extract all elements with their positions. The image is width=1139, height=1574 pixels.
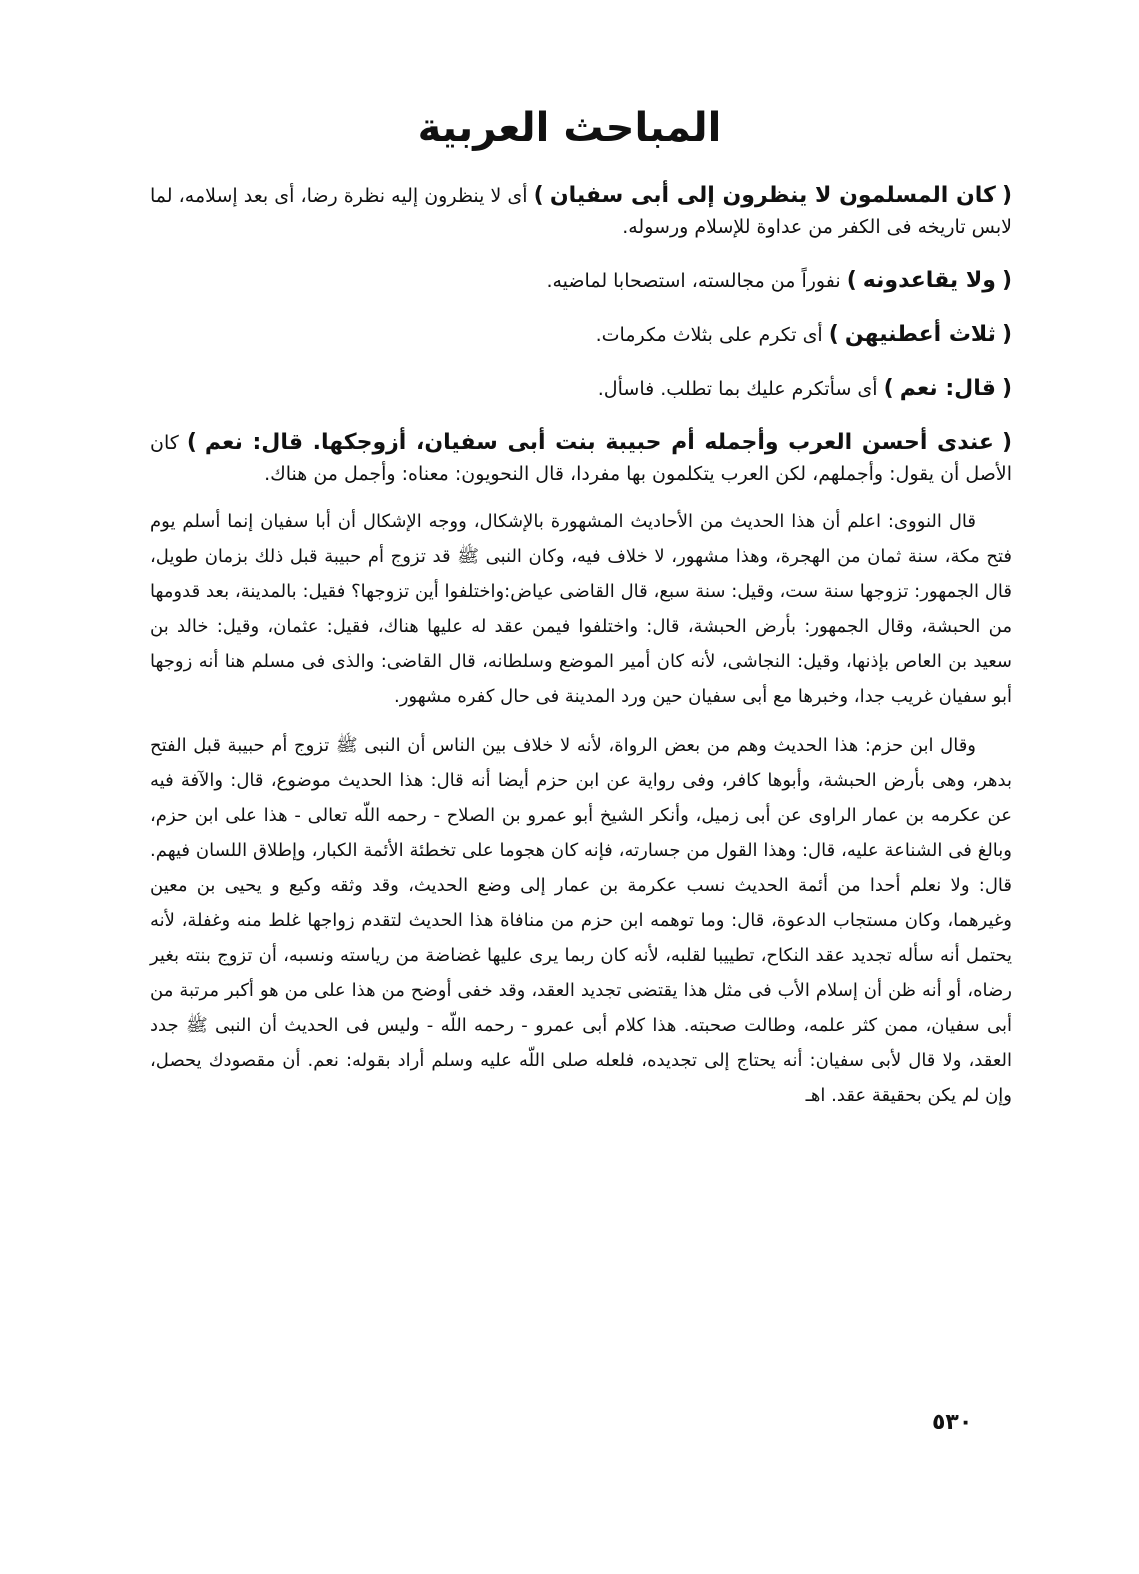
gloss-text: أى تكرم على بثلاث مكرمات. <box>595 324 829 346</box>
gloss-quote: قال: نعم <box>899 376 996 401</box>
gloss-open-paren: ( <box>1001 183 1012 208</box>
gloss-text: كان الأصل أن يقول: وأجملهم، لكن العرب يتكلمون بها مفردا، قال النحويون: معناه: وأجمل من هناك. <box>150 432 1012 485</box>
gloss-text: أى سأتكرم عليك بما تطلب. فاسأل. <box>597 378 884 400</box>
page-number: ٥٣٠ <box>932 1410 973 1435</box>
body-paragraph-nawawi: قال النووى: اعلم أن هذا الحديث من الأحاديث المشهورة بالإشكال، ووجه الإشكال أن أبا سفيان إنما أسلم يوم فتح مكة، سنة ثمان من الهجرة، وهذا مشهور، لا خلاف فيه، وكان النبى ﷺ قد تزوج أم حبيبة قبل ذلك بزمان طويل، قال الجمهور: تزوجها سنة ست، وقيل: سنة سبع، قال القاضى عياض:واختلفوا أين تزوجها؟ فقيل: بالمدينة، بعد قدومها من الحبشة، وقال الجمهور: بأرض الحبشة، قال: واختلفوا فيمن عقد له عليها هناك، فقيل: عثمان، وقيل: خالد بن سعيد بن العاص بإذنها، وقيل: النجاشى، لأنه كان أمير الموضع وسلطانه، قال القاضى: والذى فى مسلم هنا أنه زوجها أبو سفيان غريب جدا، وخبرها مع أبى سفيان حين ورد المدينة فى حال كفره مشهور. <box>150 511 1012 707</box>
gloss-text: نفوراً من مجالسته، استصحابا لماضيه. <box>546 270 847 292</box>
gloss-entry <box>150 373 1012 405</box>
page-body <box>150 180 1012 1127</box>
gloss-quote: كان المسلمون لا ينظرون إلى أبى سفيان <box>549 183 996 208</box>
gloss-quote: ثلاث أعطنيهن <box>844 322 996 347</box>
gloss-close-paren: ) <box>883 376 894 401</box>
gloss-entry <box>150 427 1012 490</box>
gloss-quote: ولا يقاعدونه <box>862 268 996 293</box>
gloss-open-paren: ( <box>1001 430 1013 455</box>
gloss-open-paren: ( <box>1001 322 1012 347</box>
gloss-open-paren: ( <box>1001 268 1012 293</box>
gloss-entry <box>150 180 1012 243</box>
page-title: المباحث العربية <box>417 105 722 151</box>
body-paragraph-ibn-hazm: وقال ابن حزم: هذا الحديث وهم من بعض الرواة، لأنه لا خلاف بين الناس أن النبى ﷺ تزوج أم حبيبة قبل الفتح بدهر، وهى بأرض الحبشة، وأبوها كافر، وفى رواية عن ابن حزم أيضا أنه قال: هذا الحديث موضوع، قال: والآفة فيه عن عكرمه بن عمار الراوى عن أبى زميل، وأنكر الشيخ أبو عمرو بن الصلاح - رحمه اللّه تعالى - هذا على ابن حزم، وبالغ فى الشناعة عليه، قال: وهذا القول من جسارته، فإنه كان هجوما على تخطئة الأئمة الكبار، وإطلاق اللسان فيهم. قال: ولا نعلم أحدا من أئمة الحديث نسب عكرمة بن عمار إلى وضع الحديث، وقد وثقه وكيع و يحيى بن معين وغيرهما، وكان مستجاب الدعوة، قال: وما توهمه ابن حزم من منافاة هذا الحديث لتقدم زواجها غلط منه وغفلة، لأنه يحتمل أنه سأله تجديد عقد النكاح، تطييبا لقلبه، لأنه كان ربما يرى عليها غضاضة من رياسته ونسبه، أن تزوج بنته بغير رضاه، أو أنه ظن أن إسلام الأب فى مثل هذا يقتضى تجديد العقد، وقد خفى أوضح من هذا على من هو أكبر مرتبة من أبى سفيان، ممن كثر علمه، وطالت صحبته. هذا كلام أبى عمرو - رحمه اللّه - وليس فى الحديث أن النبى ﷺ جدد العقد، ولا قال لأبى سفيان: أنه يحتاج إلى تجديده، فلعله صلى اللّه عليه وسلم أراد بقوله: نعم. أن مقصودك يحصل، وإن لم يكن بحقيقة عقد. اهـ <box>150 735 1012 1106</box>
gloss-close-paren: ) <box>186 430 197 455</box>
gloss-close-paren: ) <box>533 183 544 208</box>
gloss-entry <box>150 319 1012 351</box>
gloss-close-paren: ) <box>828 322 839 347</box>
gloss-close-paren: ) <box>846 268 857 293</box>
gloss-text: أى لا ينظرون إليه نظرة رضا، أى بعد إسلامه، لما لابس تاريخه فى الكفر من عداوة للإسلام ورسوله. <box>150 185 1012 238</box>
gloss-quote: عندى أحسن العرب وأجمله أم حبيبة بنت أبى سفيان، أزوجكها. قال: نعم <box>204 430 994 455</box>
gloss-entry <box>150 265 1012 297</box>
gloss-open-paren: ( <box>1001 376 1012 401</box>
